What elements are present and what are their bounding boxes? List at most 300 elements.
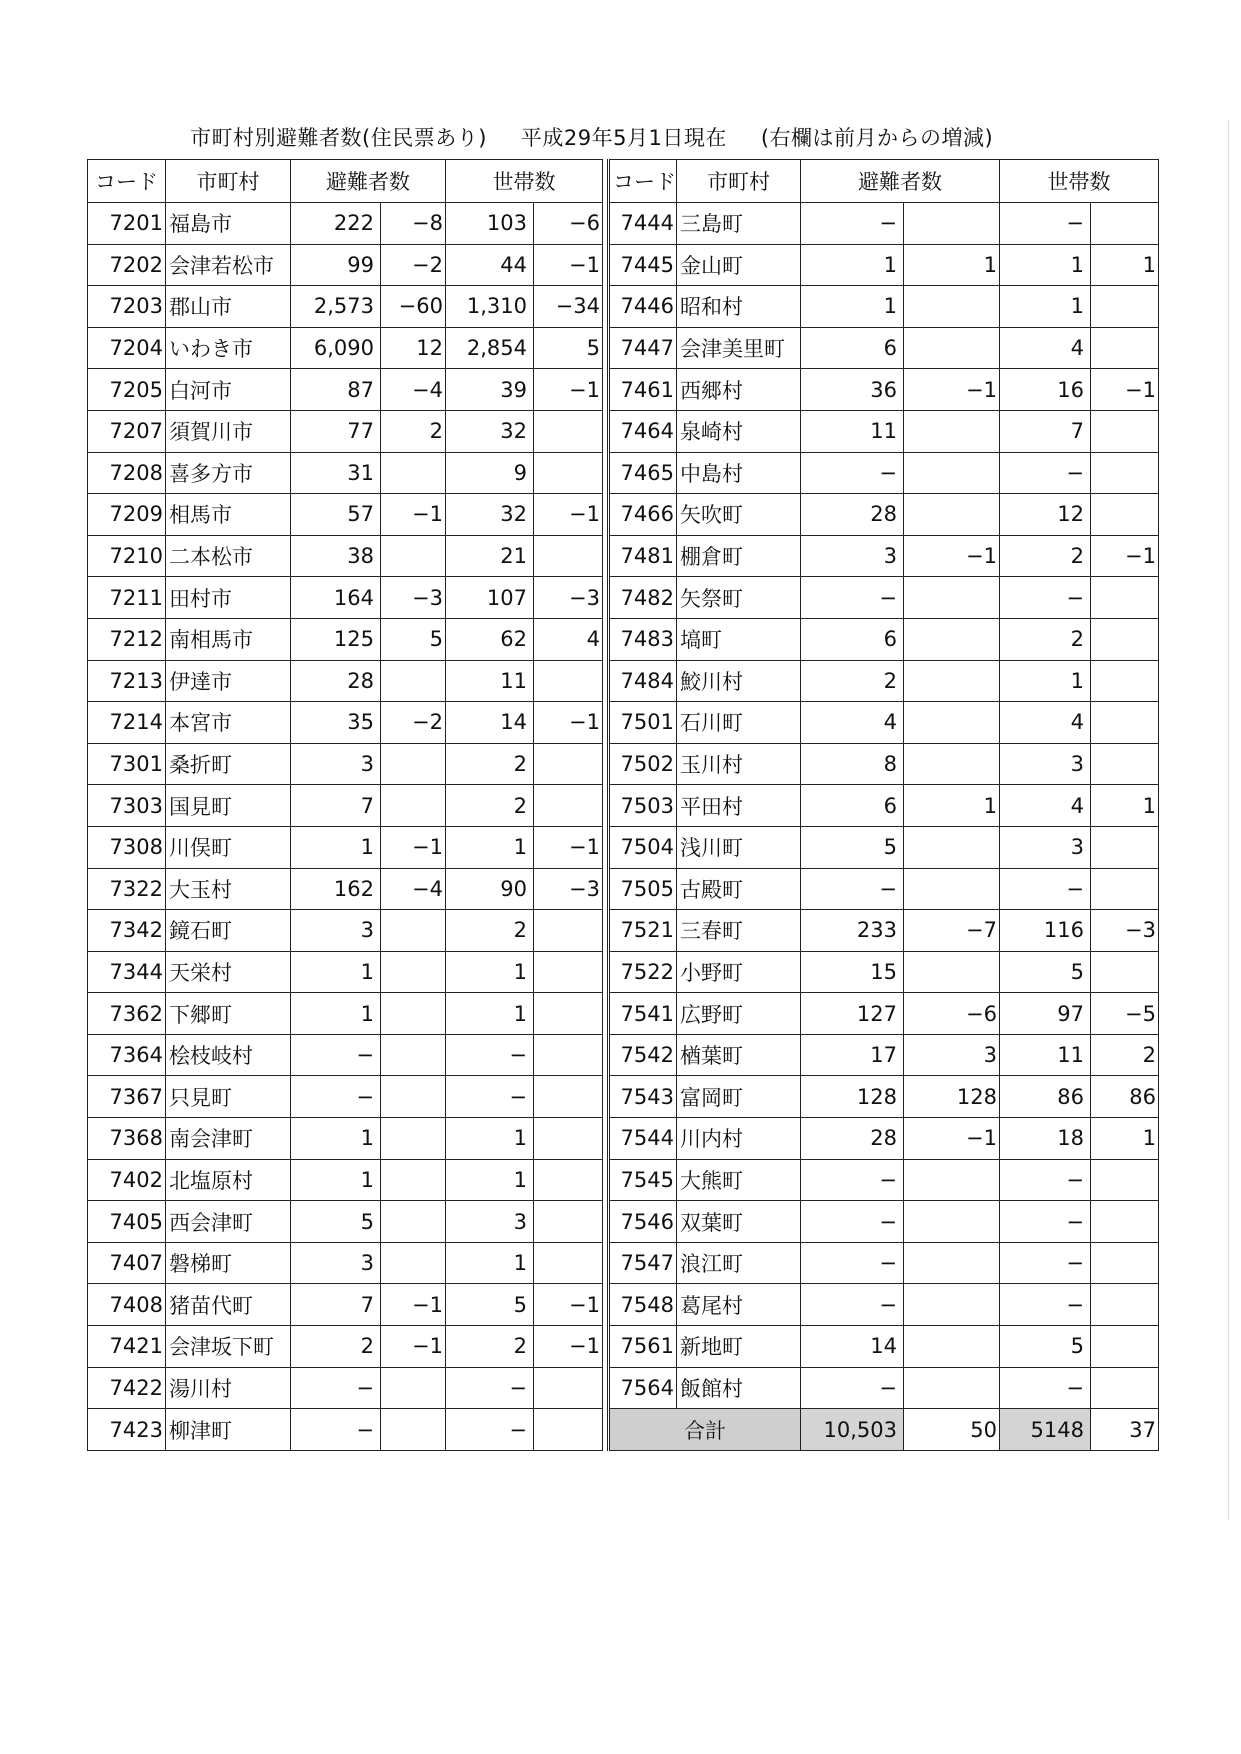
- evacuees-change-cell: [904, 951, 1000, 993]
- evacuees-cell: 8: [801, 743, 904, 785]
- households-cell: 4: [1000, 785, 1091, 827]
- households-change-cell: −1: [534, 244, 603, 286]
- code-cell: 7505: [609, 868, 677, 910]
- header-municipality: 市町村: [166, 160, 291, 203]
- municipality-cell: 国見町: [166, 785, 291, 827]
- table-row: [88, 203, 603, 245]
- households-change-cell: −1: [1091, 535, 1159, 577]
- evacuees-change-cell: [904, 577, 1000, 619]
- evacuees-cell: 87: [291, 369, 381, 411]
- households-change-cell: −1: [1091, 369, 1159, 411]
- evacuees-cell: 5: [291, 1201, 381, 1243]
- code-cell: 7408: [88, 1284, 166, 1326]
- households-change-cell: −6: [534, 203, 603, 245]
- households-change-cell: [1091, 494, 1159, 536]
- table-row: [88, 410, 603, 452]
- municipality-cell: 桑折町: [166, 743, 291, 785]
- evacuees-cell: −: [801, 1159, 904, 1201]
- table-row: [609, 410, 1159, 452]
- municipality-cell: 伊達市: [166, 660, 291, 702]
- code-cell: 7564: [609, 1367, 677, 1409]
- table-row: [609, 1242, 1159, 1284]
- households-cell: 103: [446, 203, 534, 245]
- evacuees-change-cell: [381, 452, 446, 494]
- evacuees-change-cell: [381, 1034, 446, 1076]
- households-change-cell: −1: [534, 369, 603, 411]
- evacuees-change-cell: [381, 1201, 446, 1243]
- households-cell: 16: [1000, 369, 1091, 411]
- households-change-cell: −1: [534, 702, 603, 744]
- evacuees-change-cell: 12: [381, 327, 446, 369]
- evacuees-cell: −: [801, 1284, 904, 1326]
- table-row: [609, 702, 1159, 744]
- municipality-cell: 大玉村: [166, 868, 291, 910]
- households-cell: 1: [1000, 244, 1091, 286]
- code-cell: 7547: [609, 1242, 677, 1284]
- evacuees-cell: 99: [291, 244, 381, 286]
- households-cell: −: [446, 1409, 534, 1451]
- code-cell: 7521: [609, 910, 677, 952]
- code-cell: 7367: [88, 1076, 166, 1118]
- table-row: [88, 618, 603, 660]
- code-cell: 7465: [609, 452, 677, 494]
- table-row: [609, 203, 1159, 245]
- evacuees-cell: 1: [291, 1118, 381, 1160]
- households-cell: −: [1000, 1367, 1091, 1409]
- table-row: [88, 868, 603, 910]
- evacuees-change-cell: −3: [381, 577, 446, 619]
- municipality-cell: 昭和村: [677, 286, 801, 328]
- municipality-cell: 郡山市: [166, 286, 291, 328]
- evacuees-cell: −: [801, 1201, 904, 1243]
- evacuees-cell: 28: [801, 1118, 904, 1160]
- municipality-cell: 只見町: [166, 1076, 291, 1118]
- table-row: [88, 660, 603, 702]
- evacuees-cell: 15: [801, 951, 904, 993]
- table-row: [88, 743, 603, 785]
- page-title: [190, 122, 993, 152]
- code-cell: 7212: [88, 618, 166, 660]
- municipality-cell: 下郷町: [166, 993, 291, 1035]
- municipality-cell: 楢葉町: [677, 1034, 801, 1076]
- code-cell: 7481: [609, 535, 677, 577]
- evacuees-cell: 2,573: [291, 286, 381, 328]
- municipality-cell: 川俣町: [166, 826, 291, 868]
- evacuees-change-cell: −2: [381, 244, 446, 286]
- code-cell: 7503: [609, 785, 677, 827]
- code-cell: 7484: [609, 660, 677, 702]
- households-cell: 12: [1000, 494, 1091, 536]
- evacuees-change-cell: −1: [381, 494, 446, 536]
- evacuees-cell: 3: [801, 535, 904, 577]
- code-cell: 7202: [88, 244, 166, 286]
- evacuees-change-cell: [381, 660, 446, 702]
- code-cell: 7541: [609, 993, 677, 1035]
- households-cell: 1: [1000, 286, 1091, 328]
- table-row: [88, 910, 603, 952]
- municipality-cell: 石川町: [677, 702, 801, 744]
- table-row: [609, 785, 1159, 827]
- evacuees-change-cell: −2: [381, 702, 446, 744]
- municipality-cell: 泉崎村: [677, 410, 801, 452]
- evacuees-cell: −: [801, 1242, 904, 1284]
- municipality-cell: 矢祭町: [677, 577, 801, 619]
- table-row: [88, 286, 603, 328]
- municipality-cell: 磐梯町: [166, 1242, 291, 1284]
- municipality-cell: 金山町: [677, 244, 801, 286]
- evacuees-cell: 5: [801, 826, 904, 868]
- evacuees-change-cell: −1: [904, 369, 1000, 411]
- table-row: [88, 369, 603, 411]
- households-cell: 32: [446, 494, 534, 536]
- evacuees-change-cell: [904, 868, 1000, 910]
- code-cell: 7544: [609, 1118, 677, 1160]
- scan-edge-line: [1228, 120, 1229, 1520]
- households-change-cell: [1091, 203, 1159, 245]
- evacuees-cell: 164: [291, 577, 381, 619]
- evacuees-change-cell: [904, 1367, 1000, 1409]
- households-change-cell: [534, 910, 603, 952]
- table-row: [88, 577, 603, 619]
- code-cell: 7364: [88, 1034, 166, 1076]
- code-cell: 7423: [88, 1409, 166, 1451]
- evacuees-cell: 57: [291, 494, 381, 536]
- households-cell: 2,854: [446, 327, 534, 369]
- evacuees-change-cell: [904, 826, 1000, 868]
- households-cell: 2: [446, 743, 534, 785]
- households-cell: 11: [446, 660, 534, 702]
- evacuees-cell: 17: [801, 1034, 904, 1076]
- households-cell: 4: [1000, 327, 1091, 369]
- municipality-cell: 福島市: [166, 203, 291, 245]
- households-cell: −: [446, 1034, 534, 1076]
- households-change-cell: [1091, 1326, 1159, 1368]
- households-change-cell: [534, 1242, 603, 1284]
- households-cell: 97: [1000, 993, 1091, 1035]
- table-row: [609, 535, 1159, 577]
- code-cell: 7205: [88, 369, 166, 411]
- table-row: [88, 1118, 603, 1160]
- evacuees-cell: 7: [291, 785, 381, 827]
- evacuees-change-cell: 1: [904, 244, 1000, 286]
- table-row: [609, 618, 1159, 660]
- evacuees-change-cell: −1: [381, 1284, 446, 1326]
- evacuees-change-cell: −4: [381, 868, 446, 910]
- code-cell: 7342: [88, 910, 166, 952]
- code-cell: 7561: [609, 1326, 677, 1368]
- households-change-cell: [534, 1367, 603, 1409]
- evacuees-change-cell: −6: [904, 993, 1000, 1035]
- header-municipality: 市町村: [677, 160, 801, 203]
- code-cell: 7214: [88, 702, 166, 744]
- title-date: 平成29年5月1日現在: [520, 126, 727, 150]
- municipality-cell: 古殿町: [677, 868, 801, 910]
- evacuees-change-cell: [381, 1076, 446, 1118]
- households-change-cell: −1: [534, 1284, 603, 1326]
- table-row: [88, 535, 603, 577]
- code-cell: 7445: [609, 244, 677, 286]
- code-cell: 7504: [609, 826, 677, 868]
- table-row: [609, 1076, 1159, 1118]
- households-change-cell: [1091, 1159, 1159, 1201]
- left-table-body: [88, 203, 603, 1451]
- table-row: [88, 1367, 603, 1409]
- evacuees-cell: 3: [291, 743, 381, 785]
- table-row: [609, 1034, 1159, 1076]
- households-cell: −: [1000, 1159, 1091, 1201]
- evacuees-cell: 11: [801, 410, 904, 452]
- households-cell: 90: [446, 868, 534, 910]
- households-change-cell: −1: [534, 494, 603, 536]
- households-change-cell: [534, 1076, 603, 1118]
- municipality-cell: 本宮市: [166, 702, 291, 744]
- households-cell: 5: [1000, 1326, 1091, 1368]
- households-cell: −: [446, 1367, 534, 1409]
- evacuees-change-cell: [904, 1284, 1000, 1326]
- evacuees-cell: 1: [291, 993, 381, 1035]
- code-cell: 7407: [88, 1242, 166, 1284]
- evacuees-change-cell: [381, 910, 446, 952]
- code-cell: 7466: [609, 494, 677, 536]
- households-cell: 2: [1000, 618, 1091, 660]
- table-row: [609, 993, 1159, 1035]
- municipality-cell: 浅川町: [677, 826, 801, 868]
- households-change-cell: 1: [1091, 785, 1159, 827]
- code-cell: 7545: [609, 1159, 677, 1201]
- households-change-cell: [1091, 327, 1159, 369]
- table-row: [88, 826, 603, 868]
- households-change-cell: [1091, 660, 1159, 702]
- code-cell: 7543: [609, 1076, 677, 1118]
- evacuees-change-cell: [904, 1242, 1000, 1284]
- code-cell: 7303: [88, 785, 166, 827]
- title-note: (右欄は前月からの増減): [760, 126, 994, 150]
- table-row: [88, 494, 603, 536]
- evacuees-change-cell: [904, 1326, 1000, 1368]
- municipality-cell: 三島町: [677, 203, 801, 245]
- municipality-cell: 中島村: [677, 452, 801, 494]
- evacuees-cell: 6: [801, 327, 904, 369]
- code-cell: 7209: [88, 494, 166, 536]
- evacuees-cell: 3: [291, 1242, 381, 1284]
- code-cell: 7502: [609, 743, 677, 785]
- evacuees-cell: 1: [801, 244, 904, 286]
- evacuees-change-cell: −1: [904, 535, 1000, 577]
- right-table-body: [609, 203, 1159, 1409]
- evacuees-change-cell: −60: [381, 286, 446, 328]
- municipality-cell: 南会津町: [166, 1118, 291, 1160]
- table-row: [609, 327, 1159, 369]
- evacuees-change-cell: [381, 1159, 446, 1201]
- households-change-cell: 5: [534, 327, 603, 369]
- code-cell: 7402: [88, 1159, 166, 1201]
- households-change-cell: −3: [534, 868, 603, 910]
- households-cell: 32: [446, 410, 534, 452]
- households-cell: 21: [446, 535, 534, 577]
- households-change-cell: [534, 1409, 603, 1451]
- municipality-cell: 喜多方市: [166, 452, 291, 494]
- households-cell: −: [1000, 577, 1091, 619]
- households-cell: 1: [446, 1242, 534, 1284]
- evacuees-change-cell: [904, 286, 1000, 328]
- municipality-cell: 矢吹町: [677, 494, 801, 536]
- municipality-cell: 双葉町: [677, 1201, 801, 1243]
- households-cell: 62: [446, 618, 534, 660]
- evacuees-cell: 125: [291, 618, 381, 660]
- households-cell: 1: [446, 1118, 534, 1160]
- households-change-cell: [534, 535, 603, 577]
- households-change-cell: [1091, 1284, 1159, 1326]
- municipality-cell: 川内村: [677, 1118, 801, 1160]
- total-evacuees-change: 50: [904, 1409, 1000, 1451]
- households-cell: 11: [1000, 1034, 1091, 1076]
- households-change-cell: 4: [534, 618, 603, 660]
- households-change-cell: 2: [1091, 1034, 1159, 1076]
- evacuees-change-cell: −1: [381, 826, 446, 868]
- municipality-cell: 富岡町: [677, 1076, 801, 1118]
- table-row: [88, 1242, 603, 1284]
- evacuees-cell: 1: [291, 951, 381, 993]
- evacuees-change-cell: [381, 1409, 446, 1451]
- households-cell: 1,310: [446, 286, 534, 328]
- households-cell: −: [1000, 452, 1091, 494]
- households-cell: 2: [1000, 535, 1091, 577]
- municipality-cell: 会津美里町: [677, 327, 801, 369]
- households-cell: 2: [446, 910, 534, 952]
- evacuees-change-cell: [904, 410, 1000, 452]
- evacuees-cell: 4: [801, 702, 904, 744]
- evacuees-cell: 6: [801, 785, 904, 827]
- table-row: [609, 1326, 1159, 1368]
- households-change-cell: [1091, 1201, 1159, 1243]
- table-row: [88, 785, 603, 827]
- evacuees-cell: −: [291, 1034, 381, 1076]
- municipality-cell: 浪江町: [677, 1242, 801, 1284]
- table-row: [88, 452, 603, 494]
- households-change-cell: [534, 410, 603, 452]
- evacuees-cell: 162: [291, 868, 381, 910]
- households-change-cell: [1091, 868, 1159, 910]
- table-row: [88, 1076, 603, 1118]
- municipality-cell: 二本松市: [166, 535, 291, 577]
- evacuees-cell: 35: [291, 702, 381, 744]
- header-code: コード: [609, 160, 677, 203]
- table-row: [88, 1034, 603, 1076]
- evacuees-change-cell: 3: [904, 1034, 1000, 1076]
- municipality-cell: 玉川村: [677, 743, 801, 785]
- code-cell: 7204: [88, 327, 166, 369]
- municipality-cell: 三春町: [677, 910, 801, 952]
- table-row: [88, 1201, 603, 1243]
- evacuees-cell: 77: [291, 410, 381, 452]
- table-row: [609, 244, 1159, 286]
- header-households: 世帯数: [1000, 160, 1159, 203]
- evacuees-change-cell: 128: [904, 1076, 1000, 1118]
- evacuees-cell: −: [291, 1409, 381, 1451]
- households-change-cell: −1: [534, 1326, 603, 1368]
- households-cell: 1: [446, 1159, 534, 1201]
- code-cell: 7211: [88, 577, 166, 619]
- municipality-cell: 飯館村: [677, 1367, 801, 1409]
- evacuees-change-cell: 2: [381, 410, 446, 452]
- evacuees-change-cell: [381, 1242, 446, 1284]
- households-cell: 3: [446, 1201, 534, 1243]
- households-cell: 1: [446, 826, 534, 868]
- households-cell: 3: [1000, 743, 1091, 785]
- evacuees-cell: −: [801, 868, 904, 910]
- evacuees-cell: −: [801, 452, 904, 494]
- table-row: [88, 327, 603, 369]
- households-change-cell: 86: [1091, 1076, 1159, 1118]
- households-change-cell: [534, 951, 603, 993]
- left-header-row: [88, 160, 603, 203]
- municipality-cell: 新地町: [677, 1326, 801, 1368]
- code-cell: 7308: [88, 826, 166, 868]
- code-cell: 7208: [88, 452, 166, 494]
- municipality-cell: いわき市: [166, 327, 291, 369]
- households-change-cell: [1091, 577, 1159, 619]
- evacuees-change-cell: [904, 702, 1000, 744]
- table-row: [609, 494, 1159, 536]
- households-change-cell: [1091, 702, 1159, 744]
- code-cell: 7421: [88, 1326, 166, 1368]
- code-cell: 7461: [609, 369, 677, 411]
- evacuees-cell: 31: [291, 452, 381, 494]
- evacuees-cell: −: [801, 577, 904, 619]
- code-cell: 7482: [609, 577, 677, 619]
- households-cell: 3: [1000, 826, 1091, 868]
- municipality-cell: 広野町: [677, 993, 801, 1035]
- evacuees-change-cell: [904, 452, 1000, 494]
- households-change-cell: [534, 660, 603, 702]
- evacuees-cell: 127: [801, 993, 904, 1035]
- code-cell: 7301: [88, 743, 166, 785]
- code-cell: 7203: [88, 286, 166, 328]
- households-cell: 9: [446, 452, 534, 494]
- evacuees-change-cell: −7: [904, 910, 1000, 952]
- municipality-cell: 天栄村: [166, 951, 291, 993]
- households-cell: 44: [446, 244, 534, 286]
- municipality-cell: 南相馬市: [166, 618, 291, 660]
- evacuees-cell: 7: [291, 1284, 381, 1326]
- households-change-cell: [534, 743, 603, 785]
- table-row: [88, 244, 603, 286]
- households-cell: 1: [446, 993, 534, 1035]
- municipality-cell: 鮫川村: [677, 660, 801, 702]
- table-row: [609, 1159, 1159, 1201]
- evacuees-cell: 6: [801, 618, 904, 660]
- evacuees-cell: 28: [291, 660, 381, 702]
- table-row: [609, 577, 1159, 619]
- municipality-cell: 須賀川市: [166, 410, 291, 452]
- table-row: [609, 743, 1159, 785]
- municipality-cell: 棚倉町: [677, 535, 801, 577]
- evacuees-cell: 38: [291, 535, 381, 577]
- code-cell: 7322: [88, 868, 166, 910]
- header-households: 世帯数: [446, 160, 603, 203]
- evacuees-cell: −: [291, 1076, 381, 1118]
- households-cell: 4: [1000, 702, 1091, 744]
- households-change-cell: [534, 993, 603, 1035]
- evacuees-cell: 2: [801, 660, 904, 702]
- households-cell: −: [1000, 868, 1091, 910]
- evacuees-cell: 14: [801, 1326, 904, 1368]
- table-row: [88, 1409, 603, 1451]
- code-cell: 7444: [609, 203, 677, 245]
- municipality-cell: 湯川村: [166, 1367, 291, 1409]
- evacuees-change-cell: [381, 743, 446, 785]
- households-change-cell: −1: [534, 826, 603, 868]
